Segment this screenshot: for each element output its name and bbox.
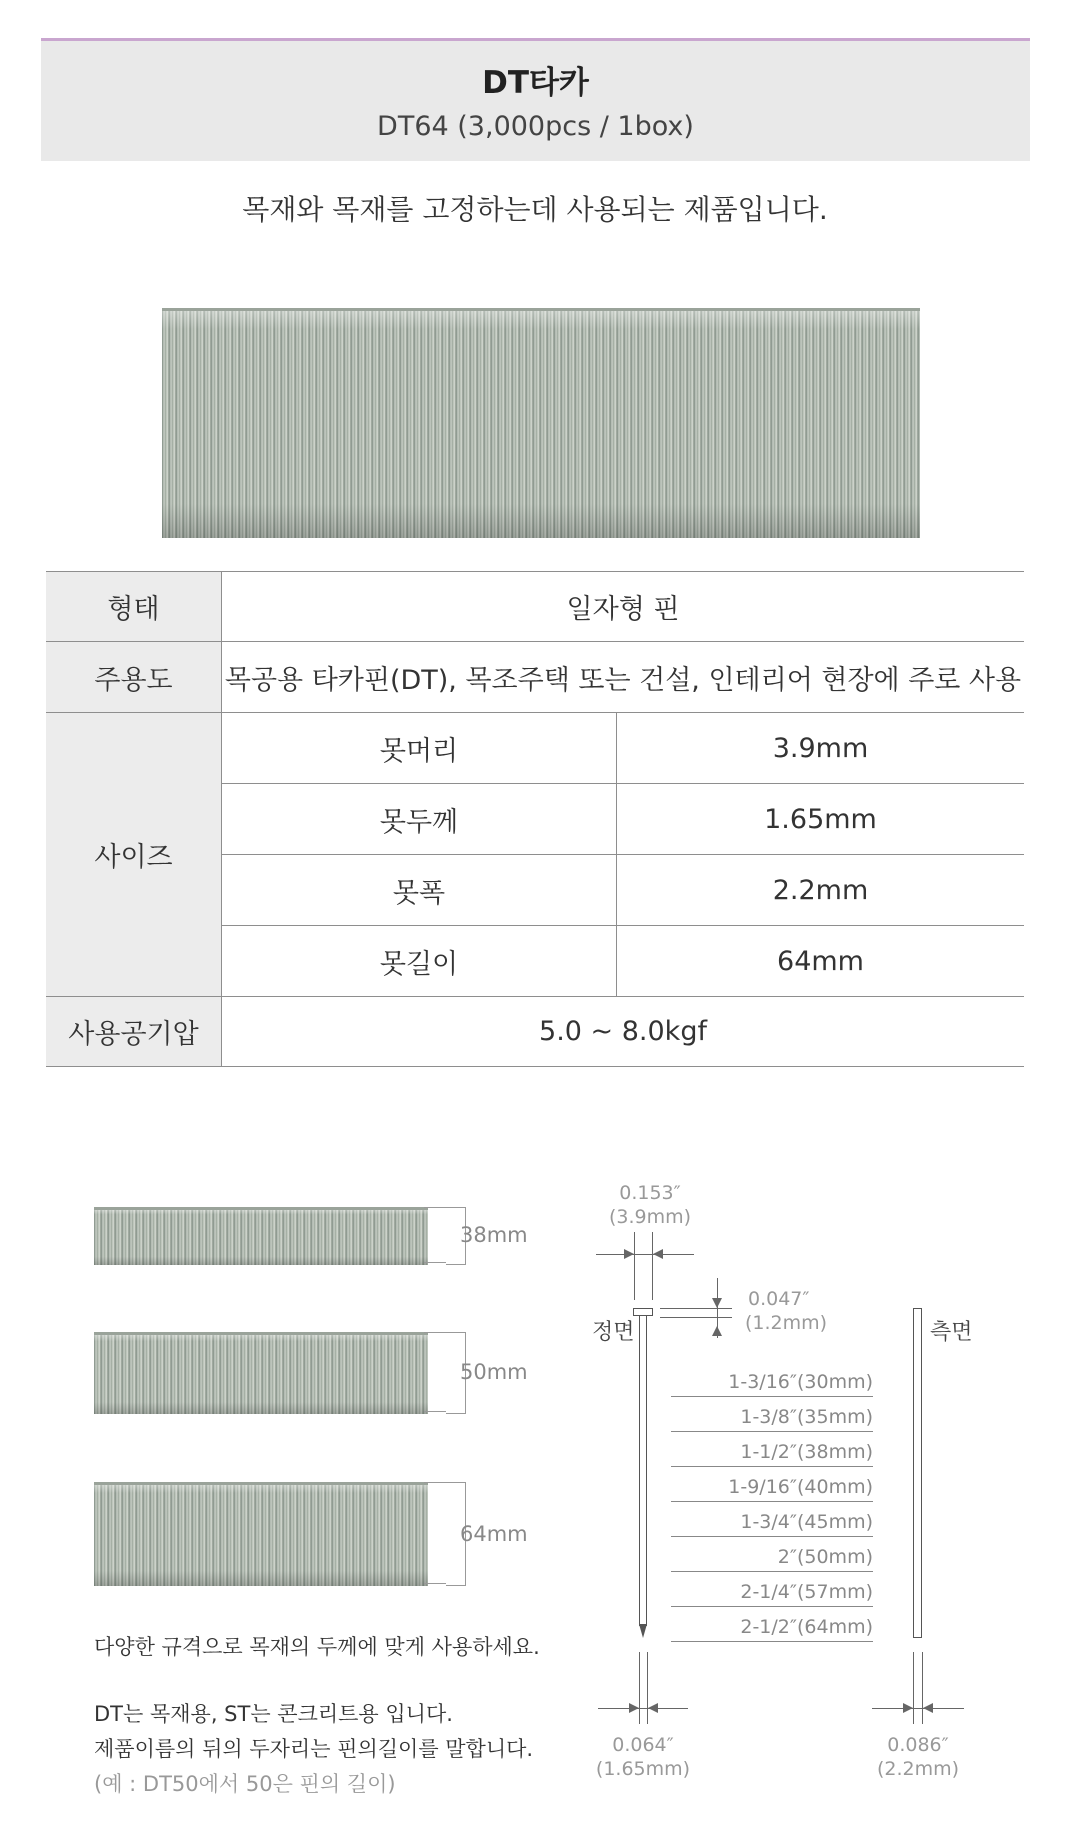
sample-strip-64: [94, 1482, 428, 1586]
width-mm: (2.2mm): [876, 1758, 960, 1780]
usage-label: 주용도: [46, 642, 222, 713]
arrow-icon: [653, 1249, 663, 1259]
length-row: 1-1/2″(38mm): [671, 1438, 873, 1467]
note-line: (예 : DT50에서 50은 핀의 길이): [94, 1772, 396, 1796]
arrow-icon: [923, 1703, 933, 1713]
header-band: [41, 38, 1030, 161]
length-row: 1-3/4″(45mm): [671, 1508, 873, 1537]
size-value: 1.65mm: [617, 784, 1025, 855]
sample-label: 64mm: [460, 1522, 528, 1546]
dim-line: [872, 1708, 964, 1709]
usage-value: 목공용 타카핀(DT), 목조주택 또는 건설, 인테리어 현장에 주로 사용: [222, 642, 1025, 713]
size-name: 못두께: [222, 784, 617, 855]
size-name: 못머리: [222, 713, 617, 784]
dim-line: [639, 1652, 640, 1724]
nail-tip-icon: [639, 1624, 647, 1638]
length-row: 2-1/2″(64mm): [671, 1613, 873, 1642]
size-value: 3.9mm: [617, 713, 1025, 784]
nail-strip-image: [162, 308, 920, 538]
size-label: 사이즈: [46, 713, 222, 997]
length-row: 2″(50mm): [671, 1543, 873, 1572]
arrow-icon: [629, 1703, 639, 1713]
note-line: 다양한 규격으로 목재의 두께에 맞게 사용하세요.: [94, 1635, 540, 1659]
dim-line: [660, 1308, 732, 1309]
intro-text: 목재와 목재를 고정하는데 사용되는 제품입니다.: [242, 193, 828, 226]
arrow-icon: [648, 1703, 658, 1713]
shape-value: 일자형 핀: [222, 572, 1025, 642]
dim-line: [652, 1232, 653, 1300]
length-row: 1-3/16″(30mm): [671, 1368, 873, 1397]
thickness-mm: (1.65mm): [595, 1758, 691, 1780]
size-name: 못폭: [222, 855, 617, 926]
size-value: 64mm: [617, 926, 1025, 997]
table-row: [46, 997, 1024, 1067]
head-thickness-inch: 0.047″: [748, 1288, 810, 1310]
table-row: [46, 642, 1024, 713]
product-subtitle: DT64 (3,000pcs / 1box): [377, 111, 694, 142]
head-width-inch: 0.153″: [619, 1182, 681, 1204]
sample-label: 50mm: [460, 1360, 528, 1384]
note-line: 제품이름의 뒤의 두자리는 핀의길이를 말합니다.: [94, 1737, 534, 1761]
thickness-inch: 0.064″: [612, 1734, 674, 1756]
shape-label: 형태: [46, 572, 222, 642]
arrow-icon: [712, 1326, 722, 1336]
dim-line: [913, 1652, 914, 1724]
pressure-label: 사용공기압: [46, 997, 222, 1067]
width-inch: 0.086″: [887, 1734, 949, 1756]
dim-line: [596, 1254, 694, 1255]
dim-line: [922, 1652, 923, 1724]
length-row: 2-1/4″(57mm): [671, 1578, 873, 1607]
note-line: DT는 목재용, ST는 콘크리트용 입니다.: [94, 1702, 453, 1726]
size-name: 못길이: [222, 926, 617, 997]
dim-line: [634, 1232, 635, 1300]
nail-head-icon: [633, 1308, 653, 1316]
arrow-icon: [903, 1703, 913, 1713]
length-row: 1-3/8″(35mm): [671, 1403, 873, 1432]
arrow-icon: [712, 1298, 722, 1308]
side-view-label: 측면: [930, 1320, 973, 1345]
spec-table: [46, 571, 1024, 1067]
sample-label: 38mm: [460, 1223, 528, 1247]
table-row: [46, 713, 1024, 784]
nail-shaft-icon: [639, 1316, 647, 1626]
size-value: 2.2mm: [617, 855, 1025, 926]
pressure-value: 5.0 ~ 8.0kgf: [222, 997, 1025, 1067]
sample-strip-38: [94, 1207, 428, 1265]
dim-line: [660, 1317, 732, 1318]
dim-line: [598, 1708, 688, 1709]
sample-strip-50: [94, 1332, 428, 1414]
table-row: [46, 572, 1024, 642]
arrow-icon: [624, 1249, 634, 1259]
product-title: DT타카: [482, 65, 589, 101]
front-view-label: 정면: [592, 1320, 635, 1345]
head-width-mm: (3.9mm): [608, 1206, 692, 1228]
nail-side-icon: [913, 1308, 922, 1638]
head-thickness-mm: (1.2mm): [745, 1312, 828, 1334]
dim-line: [647, 1652, 648, 1724]
length-row: 1-9/16″(40mm): [671, 1473, 873, 1502]
